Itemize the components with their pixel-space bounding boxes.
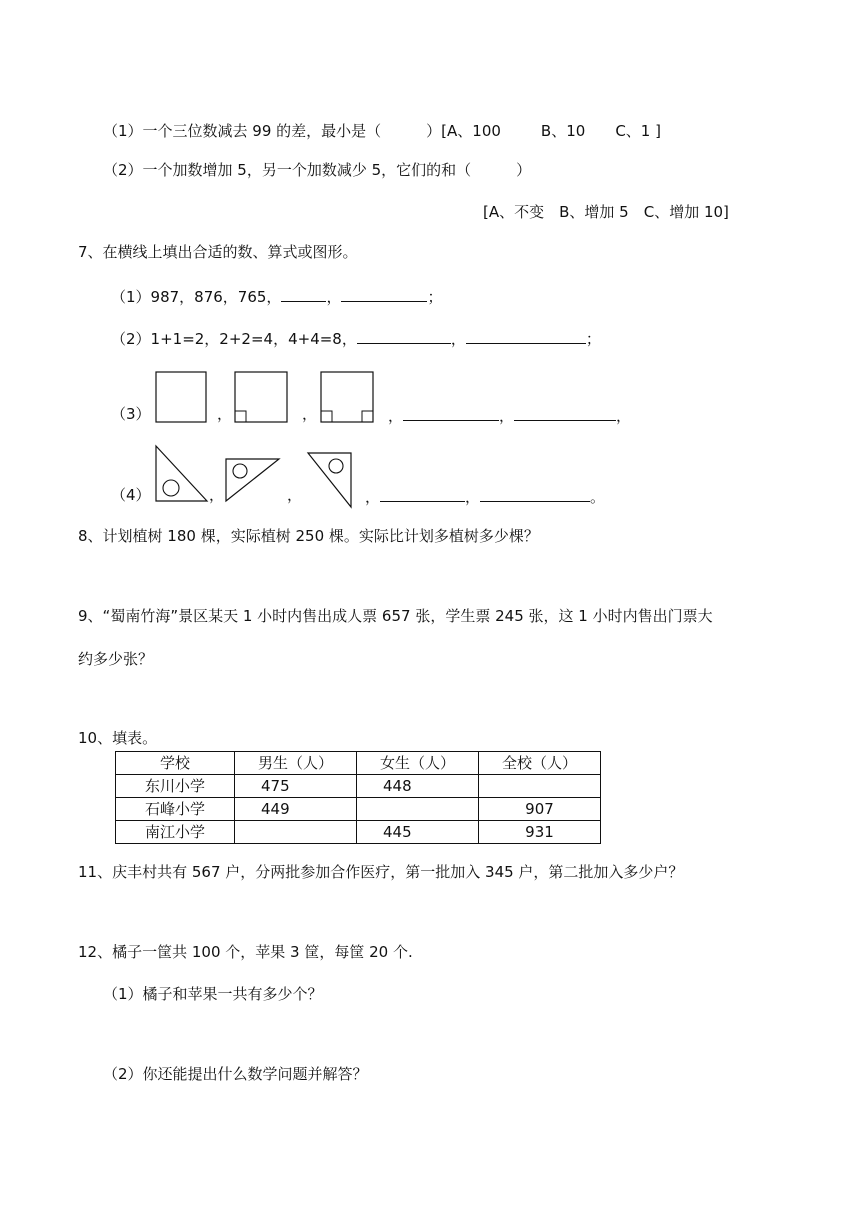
q7-title: 7、在横线上填出合适的数、算式或图形。 <box>78 243 358 261</box>
school-name: 石峰小学 <box>116 798 235 821</box>
triangle-sequence <box>150 442 370 510</box>
q6-part2: （2）一个加数增加 5，另一个加数减少 5，它们的和（ ） <box>103 161 532 179</box>
q6-part1-text: （1）一个三位数减去 99 的差，最小是（ ）[A、100 <box>103 122 501 140</box>
triangle-circle-bottom-icon <box>156 446 207 501</box>
square-plain-icon <box>156 372 206 422</box>
q10-title: 10、填表。 <box>78 729 158 747</box>
comma: ， <box>388 407 404 425</box>
q7-part3-blanks <box>388 404 631 426</box>
q12-part1: （1）橘子和苹果一共有多少个？ <box>103 985 323 1003</box>
q9-line2: 约多少张？ <box>78 650 154 668</box>
q6-option-b: B、10 <box>540 122 586 140</box>
school-name: 东川小学 <box>116 775 235 798</box>
comma: ， <box>209 486 225 504</box>
answer-blank[interactable] <box>480 485 590 502</box>
comma: ， <box>302 405 318 423</box>
q9-line1: 9、“蜀南竹海”景区某天 1 小时内售出成人票 657 张，学生票 245 张，这 1 小时内售出门票大 <box>78 607 713 625</box>
corner-mark <box>362 411 373 422</box>
header-total: 全校（人） <box>479 752 601 775</box>
comma: ， <box>287 486 303 504</box>
square-two-corners-icon <box>321 372 373 422</box>
q7-part1 <box>111 285 442 307</box>
total-cell-blank[interactable] <box>479 775 601 798</box>
comma: ， <box>326 288 342 306</box>
q7-part2 <box>111 327 601 349</box>
total-cell: 907 <box>479 798 601 821</box>
comma: ， <box>450 330 466 348</box>
answer-blank[interactable] <box>281 285 326 302</box>
semicolon: ； <box>585 330 601 348</box>
comma: ， <box>365 488 381 506</box>
answer-blank[interactable] <box>403 404 499 421</box>
comma: ， <box>499 407 515 425</box>
q7-part4-blanks <box>365 485 605 507</box>
q7-part1-label: （1）987，876，765， <box>111 288 282 306</box>
q8-text: 8、计划植树 180 棵，实际植树 250 棵。实际比计划多植树多少棵？ <box>78 527 539 545</box>
corner-mark <box>321 411 332 422</box>
square-one-corner-icon <box>235 372 287 422</box>
q12-part2: （2）你还能提出什么数学问题并解答？ <box>103 1065 368 1083</box>
answer-blank[interactable] <box>466 327 586 344</box>
q11-text: 11、庆丰村共有 567 户，分两批参加合作医疗，第一批加入 345 户，第二批加入多少户？ <box>78 863 684 881</box>
school-name: 南江小学 <box>116 821 235 844</box>
answer-blank[interactable] <box>514 404 616 421</box>
answer-blank[interactable] <box>357 327 451 344</box>
q7-part2-label: （2）1+1=2，2+2=4，4+4=8， <box>111 330 357 348</box>
answer-blank[interactable] <box>341 285 427 302</box>
school-table <box>115 751 601 844</box>
comma: ， <box>217 405 233 423</box>
q7-part4-label: （4） <box>111 486 151 504</box>
q12-title: 12、橘子一筐共 100 个，苹果 3 筐，每筐 20 个. <box>78 943 413 961</box>
girls-cell: 448 <box>357 775 479 798</box>
table-header-row <box>116 752 601 775</box>
boys-cell: 475 <box>235 775 357 798</box>
triangle-circle-top-icon <box>308 453 351 507</box>
header-boys: 男生（人） <box>235 752 357 775</box>
semicolon: ； <box>427 288 443 306</box>
q6-part2-options: [A、不变 B、增加 5 C、增加 10] <box>483 203 729 221</box>
total-cell: 931 <box>479 821 601 844</box>
header-girls: 女生（人） <box>357 752 479 775</box>
comma: ， <box>616 407 632 425</box>
answer-blank[interactable] <box>380 485 465 502</box>
comma: ， <box>465 488 481 506</box>
boys-cell-blank[interactable] <box>235 821 357 844</box>
boys-cell: 449 <box>235 798 357 821</box>
table-row <box>116 821 601 844</box>
girls-cell-blank[interactable] <box>357 798 479 821</box>
table-row <box>116 798 601 821</box>
q6-option-c: C、1 ] <box>615 122 661 140</box>
period: 。 <box>590 488 606 506</box>
corner-mark <box>235 411 246 422</box>
header-school: 学校 <box>116 752 235 775</box>
triangle-circle-left-icon <box>226 459 279 501</box>
q6-part1 <box>103 121 661 141</box>
q7-part3-label: （3） <box>111 405 151 423</box>
girls-cell: 445 <box>357 821 479 844</box>
table-row <box>116 775 601 798</box>
